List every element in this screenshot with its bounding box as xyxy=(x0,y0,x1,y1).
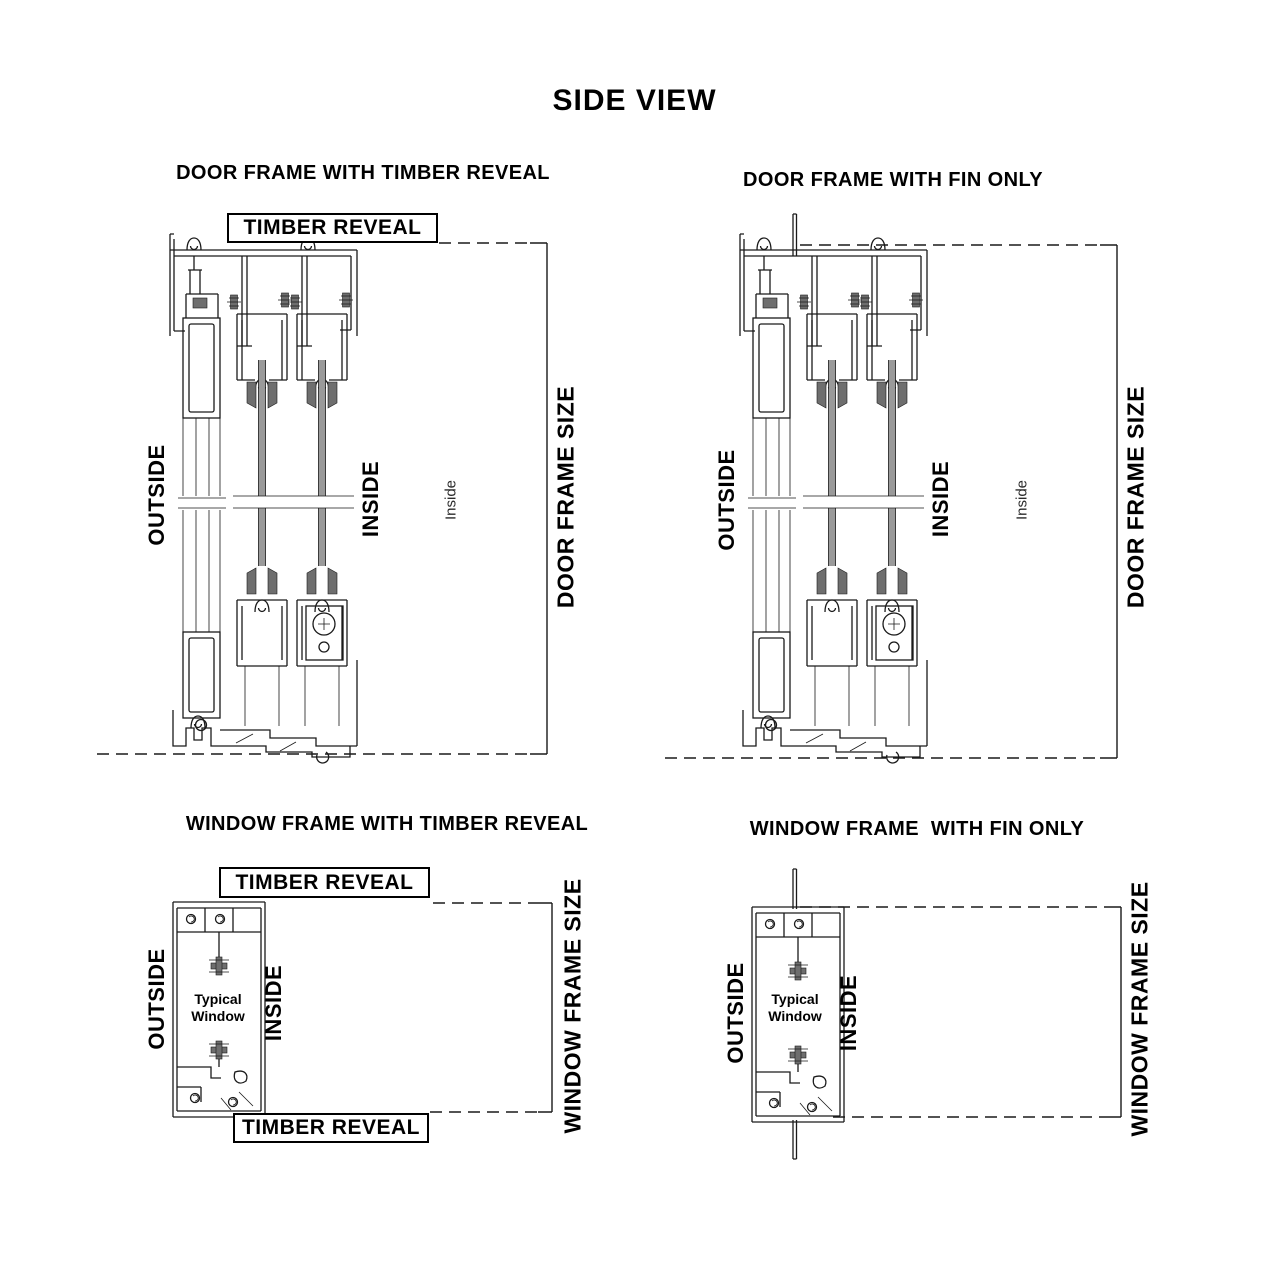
window-timber-typical-window-label xyxy=(191,991,245,1025)
window-timber-outside-label: OUTSIDE xyxy=(144,948,169,1050)
window-timber-inside-label: INSIDE xyxy=(261,964,286,1042)
window-fin-inside-label: INSIDE xyxy=(836,974,861,1052)
window-fin-typical-window-label xyxy=(768,991,822,1025)
door-timber-title: DOOR FRAME WITH TIMBER REVEAL xyxy=(176,162,550,184)
typical-window-line2: Window xyxy=(191,1008,245,1024)
door-fin-title: DOOR FRAME WITH FIN ONLY xyxy=(743,169,1043,191)
window-timber-title: WINDOW FRAME WITH TIMBER REVEAL xyxy=(185,813,589,835)
window-fin-dimension-label: WINDOW FRAME SIZE xyxy=(1126,881,1153,1137)
window-timber-dimension-label: WINDOW FRAME SIZE xyxy=(559,878,586,1134)
typical-window-line1: Typical xyxy=(771,991,819,1008)
door-timber-inside-label: INSIDE xyxy=(358,460,383,538)
door-timber-dimension-label: DOOR FRAME SIZE xyxy=(552,385,579,609)
door-timber-reveal-box: TIMBER REVEAL xyxy=(227,213,438,243)
typical-window-line2: Window xyxy=(768,1008,822,1024)
door-timber-outside-label: OUTSIDE xyxy=(144,444,169,546)
window-timber-reveal-box-bottom: TIMBER REVEAL xyxy=(233,1113,429,1143)
page-title: SIDE VIEW xyxy=(552,84,717,117)
typical-window-line1: Typical xyxy=(194,991,242,1008)
window-timber-reveal-box-top: TIMBER REVEAL xyxy=(219,867,430,898)
door-fin-outside-label: OUTSIDE xyxy=(714,449,739,551)
door-fin-dimension-label: DOOR FRAME SIZE xyxy=(1122,385,1149,609)
door-fin-inside-label: INSIDE xyxy=(928,460,953,538)
window-fin-title: WINDOW FRAME WITH FIN ONLY xyxy=(749,818,1085,840)
window-fin-outside-label: OUTSIDE xyxy=(723,962,748,1064)
door-fin-inside-note: Inside xyxy=(1013,479,1031,521)
door-timber-inside-note: Inside xyxy=(442,479,460,521)
